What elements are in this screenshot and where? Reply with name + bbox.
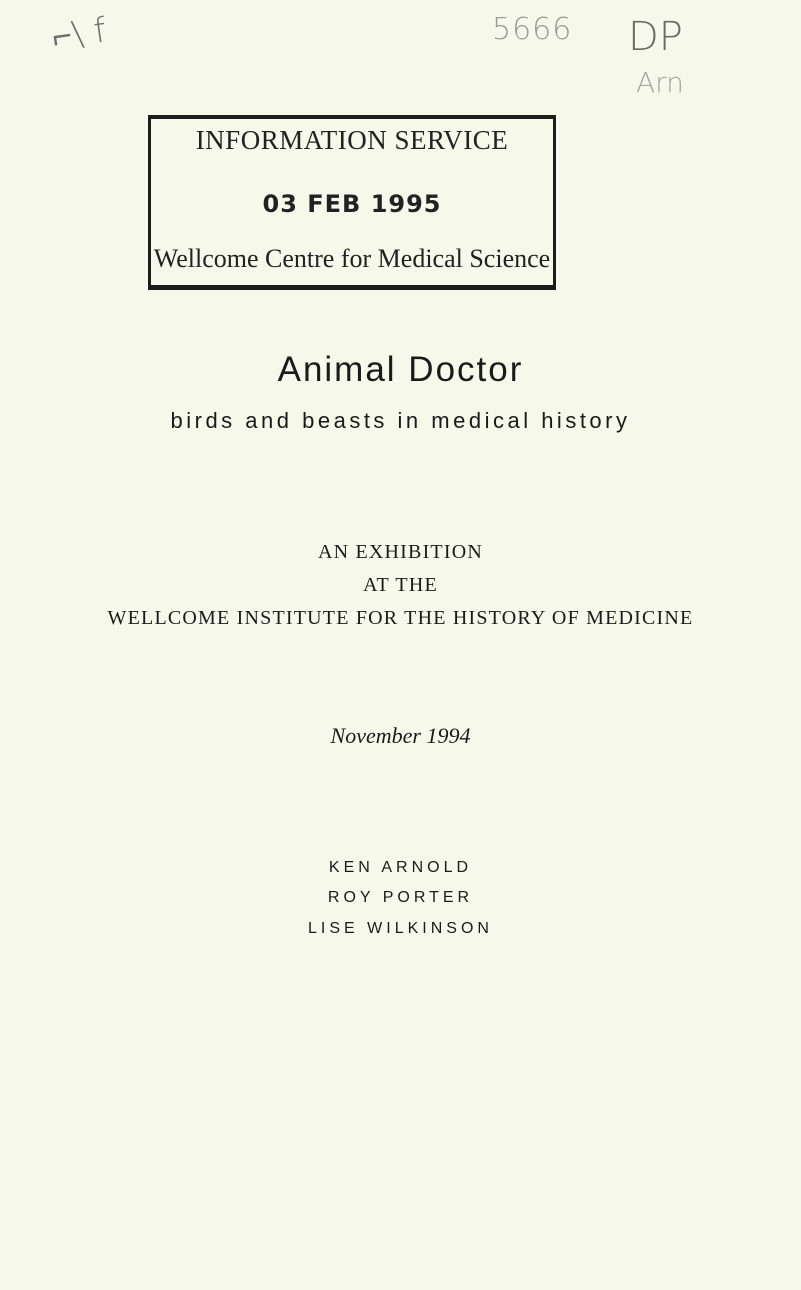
handwritten-shelfmark: DP xyxy=(628,14,683,60)
stamp-service-name: INFORMATION SERVICE xyxy=(195,125,509,155)
handwritten-mark: ⌐\ f xyxy=(49,10,109,58)
handwritten-accession-number: 5666 xyxy=(492,12,573,47)
exhibition-line: AN EXHIBITION xyxy=(317,541,483,563)
stamp-institution: Wellcome Centre for Medical Science xyxy=(153,244,551,273)
handwritten-shelfmark-suffix: Arn xyxy=(636,66,684,99)
publication-date: November 1994 xyxy=(330,723,471,748)
page-title: Animal Doctor xyxy=(277,350,524,389)
author-name: KEN ARNOLD xyxy=(328,859,473,876)
exhibition-venue: WELLCOME INSTITUTE FOR THE HISTORY OF MEDICINE xyxy=(107,607,694,629)
author-name: ROY PORTER xyxy=(327,889,474,906)
author-name: LISE WILKINSON xyxy=(308,920,493,937)
stamp-date: 03 FEB 1995 xyxy=(262,190,442,218)
exhibition-line: AT THE xyxy=(363,574,438,596)
page-subtitle: birds and beasts in medical history xyxy=(170,408,631,433)
library-stamp xyxy=(148,115,556,290)
